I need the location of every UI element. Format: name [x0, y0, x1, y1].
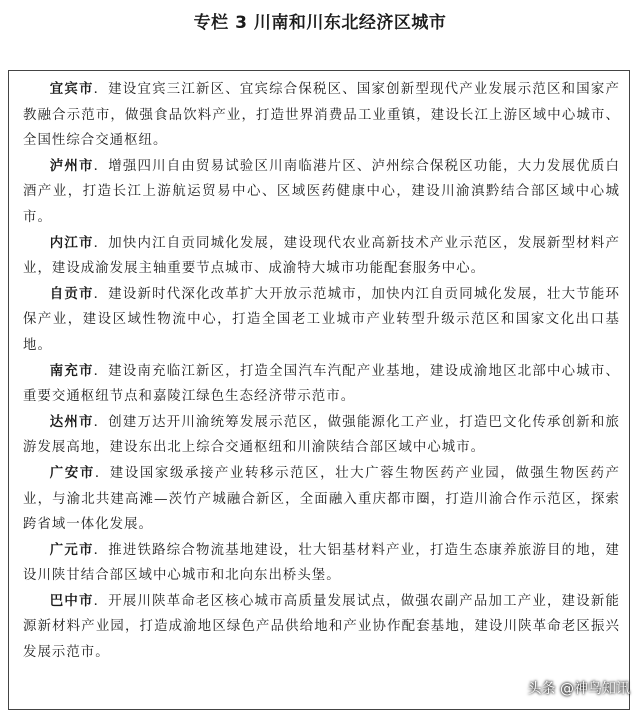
city-description: 增强四川自由贸易试验区川南临港片区、泸州综合保税区功能，大力发展优质白酒产业，打造长江上游航运贸易中心、区域医药健康中心，建设川渝滇黔结合部区域中心城市。 — [23, 158, 620, 225]
city-name: 自贡市 — [49, 286, 94, 302]
city-name: 巴中市 — [49, 593, 94, 609]
city-entry-guangyuan: 广元市．推进铁路综合物流基地建设，壮大铝基材料产业，打造生态康养旅游目的地，建设川陕甘结合部区域中心城市和北向东出桥头堡。 — [23, 542, 620, 584]
city-entry-nanchong: 南充市．建设南充临江新区，打造全国汽车汽配产业基地，建设成渝地区北部中心城市、重要交通枢纽节点和嘉陵江绿色生态经济带示范市。 — [23, 363, 620, 405]
city-description: 建设新时代深化改革扩大开放示范城市，加快内江自贡同城化发展，壮大节能环保产业，建设区域性物流中心，打造全国老工业城市产业转型升级示范区和国家文化出口基地。 — [23, 286, 620, 353]
source-watermark: 头条 @神鸟知讯 — [527, 681, 630, 697]
city-entry-dazhou: 达州市．创建万达开川渝统筹发展示范区，做强能源化工产业，打造巴文化传承创新和旅游发展高地，建设东出北上综合交通枢纽和川渝陕结合部区域中心城市。 — [23, 414, 620, 456]
city-description: 建设南充临江新区，打造全国汽车汽配产业基地，建设成渝地区北部中心城市、重要交通枢纽节点和嘉陵江绿色生态经济带示范市。 — [23, 363, 620, 405]
city-name: 泸州市 — [49, 158, 94, 174]
content-box — [8, 70, 630, 710]
city-description: 建设宜宾三江新区、宜宾综合保税区、国家创新型现代产业发展示范区和国家产教融合示范市，做强食品饮料产业，打造世界消费品工业重镇，建设长江上游区域中心城市、全国性综合交通枢纽。 — [23, 82, 620, 149]
city-description: 加快内江自贡同城化发展，建设现代农业高新技术产业示范区，发展新型材料产业，建设成渝发展主轴重要节点城市、成渝特大城市功能配套服务中心。 — [23, 235, 620, 277]
city-name: 达州市 — [49, 414, 94, 430]
page-title: 专栏 3 川南和川东北经济区城市 — [193, 13, 447, 33]
city-entry-yibin: 宜宾市．建设宜宾三江新区、宜宾综合保税区、国家创新型现代产业发展示范区和国家产教融合示范市，做强食品饮料产业，打造世界消费品工业重镇，建设长江上游区域中心城市、全国性综合交通枢纽。 — [23, 82, 620, 149]
city-description: 开展川陕革命老区核心城市高质量发展试点，做强农副产品加工产业，建设新能源新材料产业园，打造成渝地区绿色产品供给地和产业协作配套基地，建设川陕革命老区振兴发展示范市。 — [23, 593, 620, 661]
city-entry-luzhou: 泸州市．增强四川自由贸易试验区川南临港片区、泸州综合保税区功能，大力发展优质白酒产业，打造长江上游航运贸易中心、区域医药健康中心，建设川渝滇黔结合部区域中心城市。 — [23, 158, 620, 225]
city-description: 建设国家级承接产业转移示范区，壮大广蓉生物医药产业园，做强生物医药产业，与渝北共建高滩—茨竹产城融合新区，全面融入重庆都市圈，打造川渝合作示范区，探索跨省域一体化发展。 — [23, 465, 620, 533]
city-name: 宜宾市 — [49, 82, 94, 97]
city-name: 广安市 — [49, 465, 95, 481]
city-name: 广元市 — [49, 542, 94, 558]
city-description: 创建万达开川渝统筹发展示范区，做强能源化工产业，打造巴文化传承创新和旅游发展高地，建设东出北上综合交通枢纽和川渝陕结合部区域中心城市。 — [23, 414, 620, 456]
city-entry-zigong: 自贡市．建设新时代深化改革扩大开放示范城市，加快内江自贡同城化发展，壮大节能环保产业，建设区域性物流中心，打造全国老工业城市产业转型升级示范区和国家文化出口基地。 — [23, 286, 620, 353]
city-entry-neijiang: 内江市．加快内江自贡同城化发展，建设现代农业高新技术产业示范区，发展新型材料产业，建设成渝发展主轴重要节点城市、成渝特大城市功能配套服务中心。 — [23, 235, 620, 277]
city-entry-bazhong: 巴中市．开展川陕革命老区核心城市高质量发展试点，做强农副产品加工产业，建设新能源新材料产业园，打造成渝地区绿色产品供给地和产业协作配套基地，建设川陕革命老区振兴发展示范市。 — [23, 593, 620, 661]
city-entry-guangan: 广安市．建设国家级承接产业转移示范区，壮大广蓉生物医药产业园，做强生物医药产业，与渝北共建高滩—茨竹产城融合新区，全面融入重庆都市圈，打造川渝合作示范区，探索跨省域一体化发展。 — [23, 465, 620, 533]
city-description: 推进铁路综合物流基地建设，壮大铝基材料产业，打造生态康养旅游目的地，建设川陕甘结合部区域中心城市和北向东出桥头堡。 — [23, 542, 620, 584]
city-name: 南充市 — [49, 363, 94, 379]
city-name: 内江市 — [49, 235, 94, 251]
